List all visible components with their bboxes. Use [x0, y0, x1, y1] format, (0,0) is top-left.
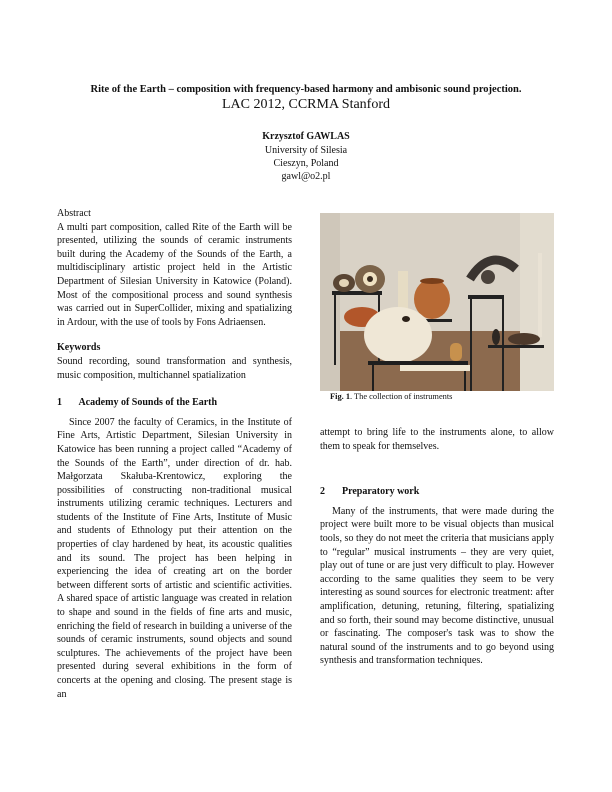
- figure-caption-label: Fig. 1: [330, 392, 351, 401]
- figure-caption-text: . The collection of instruments: [350, 392, 453, 401]
- section2-number: 2: [320, 486, 325, 498]
- author-email[interactable]: gawl@o2.pl: [281, 171, 331, 182]
- paper-title: Rite of the Earth – composition with frequency-based harmony and ambisonic sound projection.: [90, 84, 522, 95]
- section2-text: Many of the instruments, that were made during the project were built more to be visual objects than musical tools, so they do not meet the criteria that musicians apply to “regular” musical instruments – they are very quiet, play out of tune or are just very difficult to play. However according to the same qualities they seem to be very interesting as sound sources for electronic treatment: after amplification, detuning, retuning, filtering, spatializing and so forth, their sound may become distinctive, unusual or fascinating. The composer's task was to show the natural sound of the instruments and to go beyond using synthesis and transformation techniques.: [320, 505, 554, 667]
- author-city: Cieszyn, Poland: [273, 158, 339, 169]
- section1-number: 1: [57, 397, 62, 409]
- section1-heading: [57, 396, 292, 410]
- paper-subtitle: LAC 2012, CCRMA Stanford: [221, 97, 390, 112]
- keywords-heading: Keywords: [57, 342, 101, 354]
- section1-continued: attempt to bring life to the instruments alone, to allow them to speak for themselves.: [320, 427, 554, 452]
- left-column: [57, 207, 292, 701]
- author-affiliation: University of Silesia: [264, 145, 348, 156]
- figure-caption: [330, 392, 452, 401]
- right-column: [320, 426, 554, 668]
- abstract-heading: Abstract: [57, 208, 91, 219]
- abstract-text: A multi part composition, called Rite of the Earth will be presented, utilizing the sounds of ceramic instruments built during the Academy of the Sounds of the Earth, a multidisciplinary artistic project held in the Artistic Department of Silesian University in Katowice (Poland). Most of the compositional process and sound synthesis was carried out in SuperCollider, mixing and spatializing in Ardour, with the use of tools by Fons Adriaensen.: [57, 221, 292, 328]
- section2-heading: [320, 485, 554, 499]
- section1-text: Since 2007 the faculty of Ceramics, in the Institute of Fine Arts, Artistic Department, Silesian University in Katowice has been running a project called “Academy of the Sounds of the Earth”, under direction of dr. hab. Małgorzata Skałuba-Krentowicz, exploring the possibilities of constructing non-traditional musical instruments utilizing ceramic techniques. Lecturers and students of the Institute of Fine Arts, Institute of Music and students of Ethnology put their attention on the properties of clay hardened by heat, its acoustic qualities and its sound. The project has been helping in experiencing the idea of creating art on the border between different sorts of artistic and scientific activities. A shared space of artistic language was created in relation to shape and sound in the fields of fine arts and music, enriching the field of research in building a universe of the sounds of ceramic instruments, sound objects and sound sculptures. The achievements of the project have been presented during several exhibitions in the form of concerts at the opening and closing. The present stage is an: [57, 416, 292, 700]
- section2-title: Preparatory work: [342, 486, 420, 498]
- section1-title: Academy of Sounds of the Earth: [78, 397, 218, 409]
- author-name: Krzysztof GAWLAS: [262, 131, 350, 142]
- keywords-text: Sound recording, sound transformation and synthesis, music composition, multichannel spatialization: [57, 355, 292, 381]
- instruments-photo: [320, 213, 554, 391]
